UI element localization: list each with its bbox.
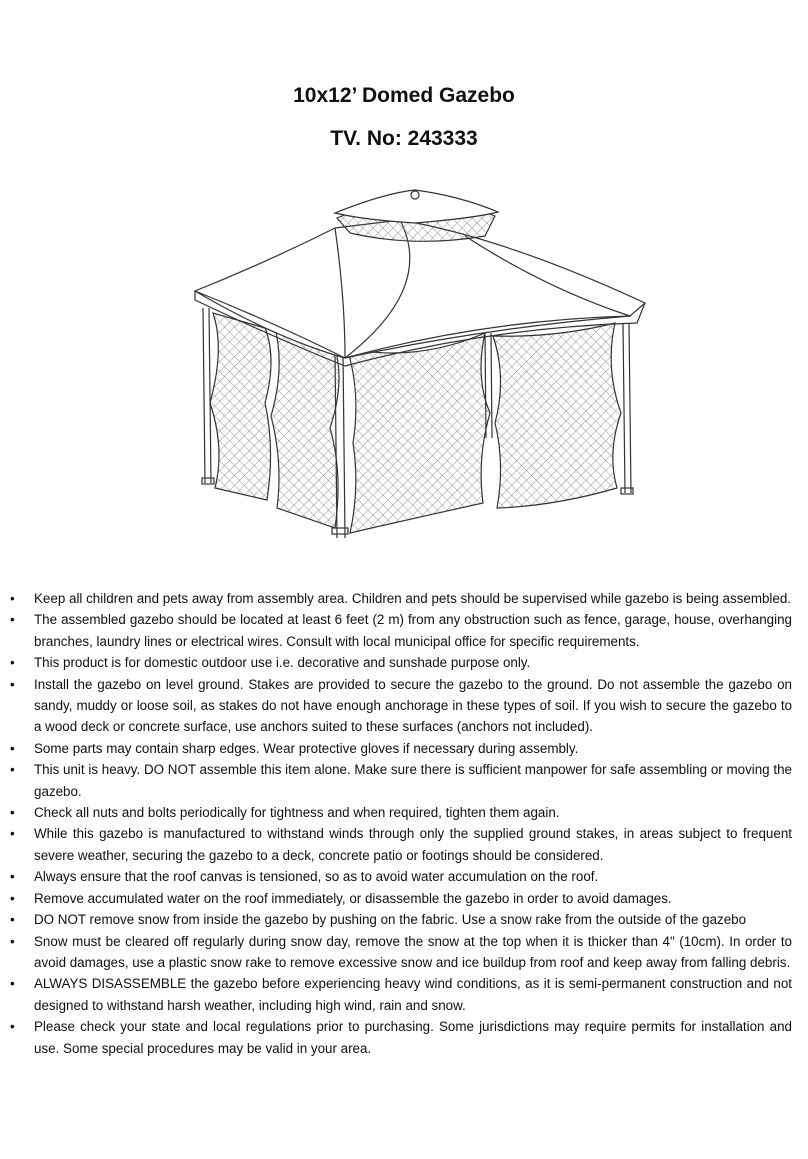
list-item xyxy=(10,823,792,866)
list-item xyxy=(10,888,792,909)
list-item xyxy=(10,674,792,738)
list-item-text: Check all nuts and bolts periodically for tightness and when required, tighten them again. xyxy=(34,805,560,821)
list-item-text: Remove accumulated water on the roof immediately, or disassemble the gazebo in order to avoid damages. xyxy=(34,890,672,906)
bullet: • xyxy=(10,890,15,906)
list-item xyxy=(10,588,792,609)
bullet: • xyxy=(10,762,15,778)
bullet: • xyxy=(10,591,15,606)
bullet: • xyxy=(10,912,15,928)
list-item-text: Please check your state and local regulations prior to purchasing. Some jurisdictions may require permits for installation and use. Some special procedures may be valid in your area. xyxy=(34,1019,792,1056)
list-item xyxy=(10,609,792,652)
list-item xyxy=(10,759,792,802)
list-item xyxy=(10,738,792,759)
list-item-text: ALWAYS DISASSEMBLE the gazebo before experiencing heavy wind conditions, as it is semi-permanent construction and not designed to withstand harsh weather, including high wind, rain and snow. xyxy=(34,976,792,1013)
bullet: • xyxy=(10,676,15,692)
list-item xyxy=(10,931,792,974)
list-item xyxy=(10,973,792,1016)
list-item-text: The assembled gazebo should be located at least 6 feet (2 m) from any obstruction such as fence, garage, house, overhanging branches, laundry lines or electrical wires. Consult with local municipal office for specific requirements. xyxy=(34,612,792,649)
gazebo-illustration-icon xyxy=(185,188,655,543)
safety-notes-list xyxy=(10,588,792,1059)
bullet: • xyxy=(10,1019,15,1035)
bullet: • xyxy=(10,826,15,842)
model-number: TV. No: 243333 xyxy=(330,127,478,150)
list-item xyxy=(10,652,792,673)
list-item xyxy=(10,802,792,823)
bullet: • xyxy=(10,655,15,671)
list-item-text: DO NOT remove snow from inside the gazebo by pushing on the fabric. Use a snow rake from the outside of the gazebo xyxy=(34,912,747,928)
list-item-text: Install the gazebo on level ground. Stakes are provided to secure the gazebo to the ground. Do not assemble the gazebo on sandy, muddy or loose soil, as stakes do not have enough anchorage in these types of soil. If you wish to secure the gazebo to a wood deck or concrete surface, use anchors suited to these surfaces (anchors not included). xyxy=(34,676,792,735)
bullet: • xyxy=(10,869,15,885)
bullet: • xyxy=(10,740,15,756)
list-item-text: While this gazebo is manufactured to withstand winds through only the supplied ground stakes, in areas subject to frequent severe weather, securing the gazebo to a deck, concrete patio or footings should be considered. xyxy=(34,826,792,863)
list-item-text: This unit is heavy. DO NOT assemble this item alone. Make sure there is sufficient manpower for safe assembling or moving the gazebo. xyxy=(34,762,792,799)
list-item-text: Keep all children and pets away from assembly area. Children and pets should be supervised while gazebo is being assembled. xyxy=(34,591,792,606)
list-item xyxy=(10,1016,792,1059)
bullet: • xyxy=(10,612,15,628)
list-item-text: Some parts may contain sharp edges. Wear protective gloves if necessary during assembly. xyxy=(34,740,579,756)
bullet: • xyxy=(10,805,15,821)
list-item-text: Always ensure that the roof canvas is tensioned, so as to avoid water accumulation on the roof. xyxy=(34,869,599,885)
page-title: 10x12’ Domed Gazebo xyxy=(293,84,515,107)
list-item xyxy=(10,909,792,930)
list-item-text: This product is for domestic outdoor use i.e. decorative and sunshade purpose only. xyxy=(34,655,531,671)
bullet: • xyxy=(10,976,15,992)
list-item-text: Snow must be cleared off regularly during snow day, remove the snow at the top when it is thicker than 4" (10cm). In order to avoid damages, use a plastic snow rake to remove excessive snow and ice buildup from roof and keep away from falling debris. xyxy=(34,933,792,970)
list-item xyxy=(10,866,792,887)
bullet: • xyxy=(10,933,15,949)
